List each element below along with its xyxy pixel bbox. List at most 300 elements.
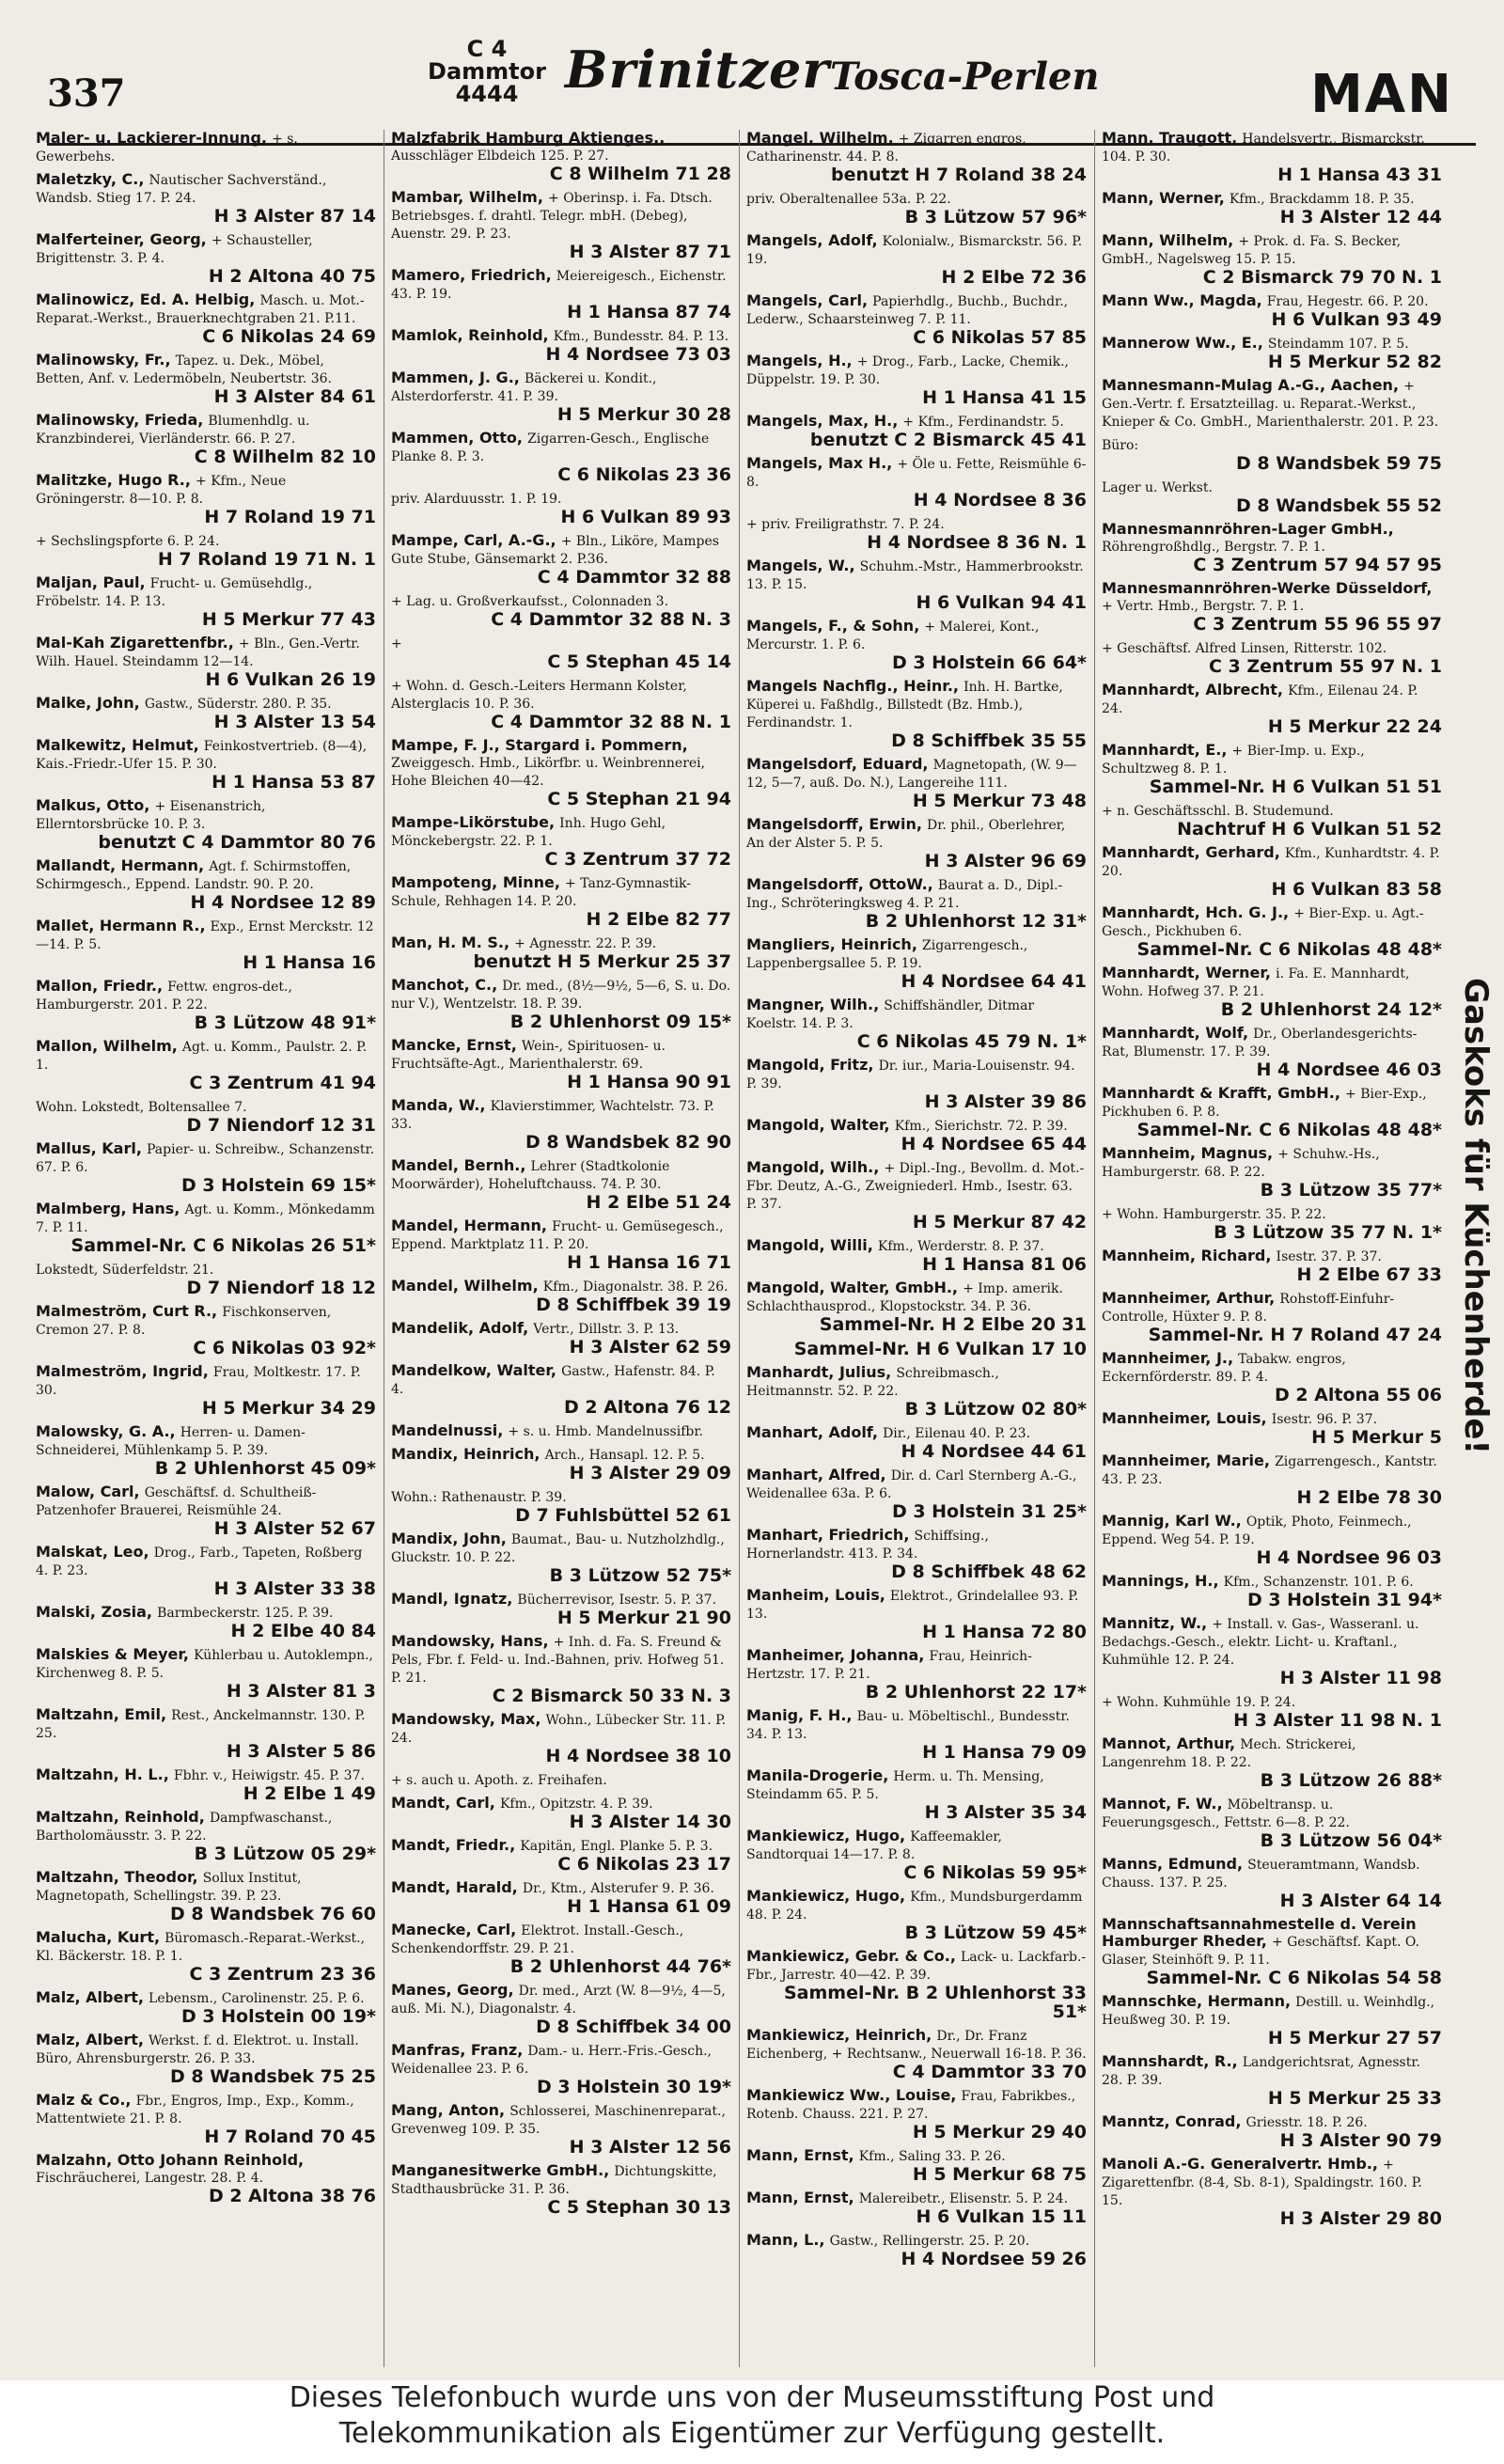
entry-phone: H 2 Elbe 1 49 [243, 1783, 376, 1804]
entry-details: Bäckerei u. Kondit., Alsterdorferstr. 41. P. 39. [391, 371, 657, 404]
column-4 [1102, 130, 1442, 2367]
entry-name: Mandel, Wilhelm, [391, 1277, 539, 1295]
entry-details: Agt. u. Komm., Paulstr. 2. P. 1. [36, 1040, 368, 1073]
entry-details: Drog., Farb., Tapeten, Roßberg 4. P. 23. [36, 1546, 363, 1578]
entry-details: + priv. Freiligrathstr. 7. P. 24. [746, 517, 945, 532]
entry-name: Mannheim, Magnus, [1102, 1144, 1274, 1162]
entry-name: Malinowicz, Ed. A. Helbig, [36, 290, 256, 308]
listing-entry [746, 1340, 1087, 1358]
entry-phone: H 6 Vulkan 83 58 [1271, 879, 1442, 900]
entry-name: Mannheimer, Marie, [1102, 1452, 1270, 1469]
entry-phone: H 6 Vulkan 94 41 [916, 592, 1087, 613]
entry-name: Manoli A.-G. Generalvertr. Hmb., [1102, 2155, 1378, 2173]
entry-details: Fischräucherei, Langestr. 28. P. 4. [36, 2171, 264, 2186]
listing-entry [36, 130, 376, 165]
entry-details: Wein-, Spirituosen- u. Fruchtsäfte-Agt., Marienthalerstr. 69. [391, 1039, 666, 1072]
entry-phone: C 6 Nikolas 45 79 N. 1* [856, 1031, 1087, 1052]
entry-phone: D 3 Holstein 31 25* [891, 1501, 1087, 1522]
entry-name: Mamero, Friedrich, [391, 266, 552, 284]
entry-details: Zigarrengesch., Lappenbergsallee 5. P. 19. [746, 938, 1028, 971]
entry-phone: H 3 Alster 96 69 [924, 851, 1087, 871]
entry-phone: H 3 Alster 12 56 [569, 2137, 731, 2158]
listing-entry [746, 1279, 1087, 1334]
entry-name: Mandel, Bernh., [391, 1156, 526, 1174]
listing-entry [746, 1527, 1087, 1581]
entry-details: Zigarrengesch., Kantstr. 43. P. 23. [1102, 1454, 1437, 1487]
listing-entry [36, 472, 376, 526]
entry-name: Mannesmannröhren-Lager GmbH., [1102, 520, 1394, 538]
entry-phone: Sammel-Nr. C 6 Nikolas 48 48* [1136, 939, 1442, 960]
listing-entry [36, 291, 376, 346]
entry-phone: C 3 Zentrum 55 96 55 97 [1193, 614, 1442, 635]
entry-name: Mangels, Max, H., [746, 412, 899, 430]
entry-name: Mampe-Likörstube, [391, 813, 556, 831]
entry-name: Mankiewicz Ww., Louise, [746, 2086, 957, 2104]
entry-details: Kapitän, Engl. Planke 5. P. 3. [520, 1839, 713, 1854]
listing-entry [391, 1157, 731, 1212]
entry-details: Agt. u. Komm., Mönkedamm 7. P. 11. [36, 1202, 375, 1235]
entry-details: Tabakw. engros, Eckernförderstr. 89. P. 4. [1102, 1352, 1346, 1385]
entry-phone: D 7 Niendorf 18 12 [186, 1278, 376, 1298]
entry-phone: Sammel-Nr. H 7 Roland 47 24 [1148, 1325, 1442, 1345]
entry-phone: B 3 Lützow 57 96* [904, 207, 1087, 228]
entry-name: Mangel, Wilhelm, [746, 130, 894, 147]
entry-details: Kfm., Brackdamm 18. P. 35. [1229, 192, 1415, 207]
entry-phone: H 4 Nordsee 12 89 [190, 892, 376, 913]
listing-entry [1102, 742, 1442, 796]
listing-entry [1102, 2113, 1442, 2150]
entry-details: Feinkostvertrieb. (8—4), Kais.-Friedr.-Ufer 15. P. 30. [36, 739, 368, 772]
entry-details: Kolonialw., Bismarckstr. 56. P. 19. [746, 234, 1083, 267]
entry-details: Masch. u. Mot.-Reparat.-Werkst., Brauerknechtgraben 21. P.11. [36, 293, 365, 326]
entry-name: Malke, John, [36, 694, 140, 712]
entry-phone: H 1 Hansa 41 15 [922, 387, 1087, 408]
entry-details: Schiffshändler, Ditmar Koelstr. 14. P. 3. [746, 998, 1035, 1031]
entry-details: + s. u. Hmb. Mandelnussifbr. [508, 1424, 703, 1439]
entry-details: Sollux Institut, Magnetopath, Schellingstr. 39. P. 23. [36, 1871, 302, 1904]
entry-details: priv. Alarduusstr. 1. P. 19. [391, 492, 562, 507]
entry-details: + Öle u. Fette, Reismühle 6-8. [746, 457, 1087, 490]
entry-phone: H 5 Merkur 34 29 [201, 1398, 376, 1419]
entry-details: i. Fa. E. Mannhardt, Wohn. Hofweg 37. P. 21. [1102, 966, 1410, 999]
entry-phone: H 3 Alster 35 34 [924, 1802, 1087, 1823]
entry-name: Manheimer, Johanna, [746, 1646, 925, 1664]
entry-phone: D 8 Wandsbek 75 25 [170, 2066, 376, 2087]
entry-details: + Imp. amerik. Schlachthausprod., Klopstockstr. 34. P. 36. [746, 1281, 1063, 1314]
entry-phone: Nachtruf H 6 Vulkan 51 52 [1177, 819, 1442, 840]
column-2 [391, 130, 731, 2367]
listing-entry [746, 997, 1087, 1051]
entry-details: Herren- u. Damen-Schneiderei, Mühlenkamp 5. P. 39. [36, 1425, 306, 1458]
entry-phone: C 6 Nikolas 59 95* [903, 1862, 1087, 1883]
entry-details: Griesstr. 18. P. 26. [1246, 2115, 1368, 2130]
entry-details: Dampfwaschanst., Bartholomäusstr. 3. P. 22. [36, 1811, 333, 1844]
listing-entry [746, 130, 1087, 184]
listing-entry [391, 1488, 731, 1525]
listing-entry [391, 1795, 731, 1831]
entry-details: + Wohn. d. Gesch.-Leiters Hermann Kolster, Alsterglacis 10. P. 36. [391, 679, 687, 712]
entry-phone: H 4 Nordsee 38 10 [545, 1746, 731, 1766]
entry-name: Mangels, Carl, [746, 291, 869, 309]
entry-details: Fettw. engros-det., Hamburgerstr. 201. P. 22. [36, 980, 292, 1012]
entry-phone: H 4 Nordsee 65 44 [901, 1134, 1087, 1154]
entry-name: Mannhardt, Albrecht, [1102, 681, 1283, 698]
entry-name: Manhart, Adolf, [746, 1423, 878, 1441]
entry-name: Mann Ww., Magda, [1102, 291, 1262, 309]
entry-details: Frucht- u. Gemüsehdlg., Fröbelstr. 14. P. 13. [36, 576, 313, 609]
entry-details: Wohn., Lübecker Str. 11. P. 24. [391, 1713, 727, 1746]
entry-details: Röhrengroßhdlg., Bergstr. 7. P. 1. [1102, 540, 1325, 555]
entry-details: Dam.- u. Herr.-Fris.-Gesch., Weidenallee 23. P. 6. [391, 2044, 712, 2077]
entry-details: Elektrot., Grindelallee 93. P. 13. [746, 1589, 1079, 1622]
entry-phone: B 3 Lützow 35 77* [1260, 1180, 1442, 1201]
entry-name: Manes, Georg, [391, 1981, 514, 1999]
entry-phone: C 3 Zentrum 41 94 [189, 1073, 376, 1093]
listing-entry [1102, 580, 1442, 634]
listing-entry [36, 1646, 376, 1701]
listing-entry [746, 1117, 1087, 1154]
listing-entry [1102, 965, 1442, 1019]
listing-entry [746, 2189, 1087, 2226]
entry-details: Landgerichtsrat, Agnesstr. 28. P. 39. [1102, 2055, 1420, 2088]
entry-details: Kfm., Eilenau 24. P. 24. [1102, 683, 1418, 716]
entry-name: Mallus, Karl, [36, 1139, 142, 1157]
entry-name: Malski, Zosia, [36, 1603, 152, 1621]
entry-name: Mann, Ernst, [746, 2146, 854, 2164]
entry-name: Mandt, Harald, [391, 1878, 518, 1896]
entry-details: + Vertr. Hmb., Bergstr. 7. P. 1. [1102, 599, 1305, 614]
entry-details: Wohn.: Rathenaustr. P. 39. [391, 1490, 567, 1505]
entry-phone: H 5 Merkur 27 57 [1267, 2028, 1442, 2048]
listing-entry [1102, 1735, 1442, 1790]
entry-phone: D 7 Niendorf 12 31 [186, 1115, 376, 1136]
listing-entry [391, 677, 731, 731]
entry-name: Malferteiner, Georg, [36, 230, 207, 248]
listing-entry [36, 1303, 376, 1358]
listing-entry [36, 857, 376, 912]
entry-name: Mannings, H., [1102, 1572, 1219, 1590]
entry-phone: benutzt C 2 Bismarck 45 41 [809, 430, 1087, 450]
entry-phone: C 5 Stephan 30 13 [547, 2197, 731, 2218]
entry-details: Dr. phil., Oberlehrer, An der Alster 5. P. 5. [746, 818, 1066, 851]
listing-entry [746, 232, 1087, 287]
entry-phone: H 1 Hansa 43 31 [1277, 165, 1442, 185]
entry-phone: H 3 Alster 90 79 [1279, 2130, 1442, 2151]
entry-name: Mannhardt, E., [1102, 741, 1228, 759]
listing-entry [746, 557, 1087, 612]
entry-details: Agt. f. Schirmstoffen, Schirmgesch., Eppend. Landstr. 90. P. 20. [36, 859, 352, 892]
entry-name: Mangold, Wilh., [746, 1158, 880, 1176]
entry-phone: B 3 Lützow 52 75* [549, 1565, 731, 1586]
entry-details: Isestr. 37. P. 37. [1276, 1249, 1382, 1264]
entry-name: Mamlok, Reinhold, [391, 326, 549, 344]
entry-phone: C 3 Zentrum 55 97 N. 1 [1208, 656, 1442, 677]
entry-phone: H 1 Hansa 16 71 [567, 1252, 731, 1273]
listing-entry [1102, 904, 1442, 959]
entry-name: Malitzke, Hugo R., [36, 471, 191, 489]
listing-entry [746, 1767, 1087, 1822]
listing-entry [391, 814, 731, 869]
entry-details: Steueramtmann, Wandsb. Chauss. 137. P. 25. [1102, 1858, 1420, 1891]
entry-phone: B 2 Uhlenhorst 24 12* [1220, 999, 1442, 1020]
listing-entry [391, 2102, 731, 2157]
listing-entry [391, 2162, 731, 2217]
entry-details: + s. Gewerbehs. [36, 132, 298, 165]
entry-name: Man, H. M. S., [391, 934, 510, 951]
entry-details: Kfm., Mundsburgerdamm 48. P. 24. [746, 1890, 1083, 1923]
listing-entry [1102, 844, 1442, 899]
side-advertisement [1457, 978, 1498, 1454]
entry-phone: H 1 Hansa 90 91 [567, 1072, 731, 1092]
listing-entry [391, 130, 731, 183]
entry-name: Mangliers, Heinrich, [746, 935, 917, 953]
entry-details: + Schuhw.-Hs., Hamburgerstr. 68. P. 22. [1102, 1147, 1380, 1180]
entry-name: Manhardt, Julius, [746, 1363, 892, 1381]
entry-phone: Sammel-Nr. H 6 Vulkan 51 51 [1149, 777, 1442, 797]
entry-details: Elektrot. Install.-Gesch., Schenkendorffstr. 29. P. 21. [391, 1923, 684, 1956]
entry-details: Inh. H. Bartke, Küperei u. Faßhdlg., Billstedt (Bz. Hmb.), Ferdinandstr. 1. [746, 680, 1063, 730]
entry-details: + Install. v. Gas-, Wasseranl. u. Bedachgs.-Gesch., elektr. Licht- u. Kraftanl., Kuhmühle 12. P. 24. [1102, 1617, 1419, 1668]
entry-phone: H 6 Vulkan 15 11 [916, 2206, 1087, 2227]
listing-entry [1102, 1452, 1442, 1507]
entry-name: Mannheim, Richard, [1102, 1247, 1272, 1264]
entry-details: + n. Geschäftsschl. B. Studemund. [1102, 804, 1334, 819]
listing-entry [1102, 639, 1442, 676]
entry-details: Möbeltransp. u. Feuerungsgesch., Fettstr. 6—8. P. 22. [1102, 1797, 1350, 1830]
listing-entry [391, 1320, 731, 1357]
entry-phone: H 2 Elbe 82 77 [586, 909, 731, 930]
entry-details: + Zigarren engros, Catharinenstr. 44. P. 8. [746, 132, 1026, 165]
entry-details: + Malerei, Kont., Mercurstr. 1. P. 6. [746, 620, 1040, 652]
entry-details: Klavierstimmer, Wachtelstr. 73. P. 33. [391, 1099, 714, 1132]
entry-details: + s. auch u. Apoth. z. Freihafen. [391, 1773, 607, 1788]
entry-name: Malmeström, Ingrid, [36, 1362, 209, 1380]
listing-entry [1102, 1856, 1442, 1910]
listing-entry [1102, 1410, 1442, 1447]
entry-phone: H 3 Alster 5 86 [226, 1741, 376, 1762]
entry-name: Mandl, Ignatz, [391, 1590, 513, 1608]
listing-entry [36, 2152, 376, 2205]
entry-phone: C 5 Stephan 21 94 [547, 789, 731, 809]
entry-name: Manheim, Louis, [746, 1586, 885, 1604]
entry-phone: H 6 Vulkan 89 93 [560, 507, 731, 527]
entry-name: Mandt, Carl, [391, 1794, 495, 1812]
entry-details: Papierhdlg., Buchb., Buchdr., Lederw., Schaarsteinweg 7. P. 11. [746, 294, 1069, 327]
entry-phone: H 3 Alster 87 71 [569, 242, 731, 262]
listing-entry [746, 1828, 1087, 1882]
listing-entry [1102, 232, 1442, 287]
entry-details: Baumat., Bau- u. Nutzholzhdlg., Gluckstr. 10. P. 22. [391, 1532, 725, 1565]
entry-phone: D 3 Holstein 69 15* [180, 1175, 376, 1196]
column-1 [36, 130, 376, 2367]
listing-entry [36, 1423, 376, 1478]
entry-details: Kfm., Diagonalstr. 38. P. 26. [542, 1279, 728, 1295]
entry-details: Kfm., Saling 33. P. 26. [858, 2149, 1006, 2164]
listing-entry [746, 1159, 1087, 1232]
listing-entry [36, 171, 376, 226]
entry-name: Mannheimer, Louis, [1102, 1409, 1267, 1427]
entry-details: Lager u. Werkst. [1102, 480, 1213, 495]
listing-entry [746, 455, 1087, 510]
listing-entry [391, 369, 731, 424]
entry-phone: H 4 Nordsee 73 03 [545, 344, 731, 365]
entry-details: Vertr., Dillstr. 3. P. 13. [533, 1322, 680, 1337]
side-ad-text: Gaskoks für Küchenherde! [1457, 978, 1495, 1454]
entry-name: Malmeström, Curt R., [36, 1302, 218, 1320]
entry-details: + Wohn. Hamburgerstr. 35. P. 22. [1102, 1207, 1326, 1222]
listing-entry [391, 1982, 731, 2036]
entry-name: Mannhardt, Hch. G. J., [1102, 903, 1290, 921]
listing-entry [746, 190, 1087, 227]
listing-entry [1102, 1693, 1442, 1730]
entry-name: Mannot, Arthur, [1102, 1734, 1236, 1752]
entry-name: Manig, F. H., [746, 1706, 853, 1724]
listing-entry [36, 695, 376, 731]
entry-details: Schlosserei, Maschinenreparat., Grevenweg 109. P. 35. [391, 2104, 726, 2137]
entry-details: Kaffeemakler, Sandtorquai 14—17. P. 8. [746, 1829, 1002, 1862]
entry-details: Schreibmasch., Heitmannstr. 52. P. 22. [746, 1366, 999, 1399]
entry-phone: C 4 Dammtor 33 70 [892, 2062, 1087, 2082]
listing-entry [1102, 1350, 1442, 1405]
listing-entry [36, 1989, 376, 2026]
listing-entry [746, 936, 1087, 991]
entry-phone: H 5 Merkur 5 [1311, 1427, 1442, 1448]
entry-name: Malskies & Meyer, [36, 1645, 189, 1663]
entry-phone: C 6 Nikolas 23 17 [557, 1854, 731, 1875]
entry-phone: D 8 Schiffbek 35 55 [891, 730, 1087, 751]
entry-name: Mannheimer, Arthur, [1102, 1289, 1276, 1307]
entry-name: Malz, Albert, [36, 2031, 144, 2048]
entry-name: Mannesmannröhren-Werke Düsseldorf, [1102, 579, 1433, 597]
entry-phone: B 2 Uhlenhorst 45 09* [154, 1458, 376, 1479]
listing-entry [36, 1544, 376, 1598]
listing-entry [746, 1467, 1087, 1521]
entry-phone: H 1 Hansa 79 09 [922, 1742, 1087, 1763]
entry-phone: H 2 Elbe 72 36 [941, 267, 1087, 288]
entry-phone: H 2 Elbe 67 33 [1296, 1264, 1442, 1285]
listing-columns [36, 130, 1446, 2367]
entry-phone: B 3 Lützow 56 04* [1260, 1830, 1442, 1851]
entry-phone: Sammel-Nr. C 6 Nikolas 26 51* [70, 1235, 376, 1256]
entry-phone: H 3 Alster 52 67 [213, 1518, 376, 1539]
listing-entry [1102, 682, 1442, 736]
entry-name: Mannhardt & Krafft, GmbH., [1102, 1084, 1340, 1102]
entry-details: Dr., Ktm., Alsterufer 9. P. 36. [522, 1881, 714, 1896]
entry-phone: H 3 Alster 62 59 [569, 1337, 731, 1358]
listing-entry [1102, 1916, 1442, 1987]
entry-phone: benutzt H 5 Merkur 25 37 [473, 951, 731, 972]
entry-details: Frucht- u. Gemüsegesch., Eppend. Marktplatz 11. P. 20. [391, 1219, 724, 1252]
entry-phone: B 2 Uhlenhorst 22 17* [865, 1682, 1087, 1703]
entry-details: Dir. d. Carl Sternberg A.-G., Weidenallee 63a. P. 6. [746, 1468, 1077, 1501]
listing-entry [746, 292, 1087, 347]
entry-name: Mandelik, Adolf, [391, 1319, 529, 1337]
entry-phone: Sammel-Nr. H 6 Vulkan 17 10 [793, 1339, 1087, 1359]
entry-phone: C 8 Wilhelm 82 10 [194, 447, 376, 467]
entry-details: + Kfm., Ferdinandstr. 5. [902, 415, 1064, 430]
entry-phone: benutzt H 7 Roland 38 24 [831, 165, 1087, 185]
entry-phone: H 1 Hansa 72 80 [922, 1622, 1087, 1642]
entry-phone: D 2 Altona 76 12 [563, 1397, 731, 1418]
entry-name: Mangold, Fritz, [746, 1056, 874, 1074]
entry-name: Mambar, Wilhelm, [391, 188, 543, 206]
entry-name: Mankiewicz, Gebr. & Co., [746, 1947, 956, 1965]
listing-entry [746, 1364, 1087, 1419]
listing-entry [1102, 1145, 1442, 1200]
entry-phone: H 3 Alster 29 09 [569, 1463, 731, 1483]
entry-phone: B 3 Lützow 26 88* [1260, 1770, 1442, 1791]
entry-name: Malzahn, Otto Johann Reinhold, [36, 2151, 305, 2169]
entry-name: Mannesmann-Mulag A.-G., Aachen, [1102, 376, 1400, 394]
entry-phone: C 3 Zentrum 57 94 57 95 [1193, 555, 1442, 575]
entry-phone: D 8 Wandsbek 59 75 [1236, 453, 1442, 474]
listing-entry [746, 1647, 1087, 1702]
entry-phone: D 8 Wandsbek 55 52 [1236, 495, 1442, 516]
entry-phone: H 2 Elbe 51 24 [586, 1192, 731, 1213]
entry-name: Mannerow Ww., E., [1102, 334, 1263, 352]
entry-phone: H 3 Alster 14 30 [569, 1812, 731, 1832]
footer-notice [0, 2380, 1504, 2464]
entry-details: Magnetopath, (W. 9—12, 5—7, auß. Do. N.), Langereihe 111. [746, 758, 1077, 791]
entry-phone: H 5 Merkur 87 42 [912, 1212, 1087, 1232]
entry-details: Wohn. Lokstedt, Boltensallee 7. [36, 1100, 247, 1115]
entry-phone: B 3 Lützow 59 45* [904, 1923, 1087, 1943]
entry-name: Malz & Co., [36, 2091, 132, 2109]
listing-entry [36, 412, 376, 466]
footer-line-1: Dieses Telefonbuch wurde uns von der Museumsstiftung Post und [289, 2381, 1215, 2414]
entry-details: Büromasch.-Reparat.-Werkst., Kl. Bäckerstr. 18. P. 1. [36, 1931, 366, 1964]
listing-entry [36, 1869, 376, 1923]
entry-details: + Sechslingspforte 6. P. 24. [36, 534, 220, 549]
entry-name: Mannshardt, R., [1102, 2052, 1238, 2070]
listing-entry [36, 2032, 376, 2086]
listing-entry [746, 1587, 1087, 1641]
entry-phone: H 6 Vulkan 93 49 [1271, 309, 1442, 330]
entry-name: Mangold, Willi, [746, 1236, 873, 1254]
entry-phone: H 3 Alster 11 98 N. 1 [1233, 1710, 1442, 1731]
listing-entry [746, 1948, 1087, 2021]
entry-details: Lebensm., Carolinenstr. 25. P. 6. [149, 1991, 365, 2006]
entry-name: Mankiewicz, Heinrich, [746, 2026, 932, 2044]
entry-phone: H 1 Hansa 81 06 [922, 1254, 1087, 1275]
entry-details: Kfm., Kunhardtstr. 4. P. 20. [1102, 846, 1440, 879]
entry-phone: D 2 Altona 55 06 [1274, 1385, 1442, 1405]
entry-name: Mallandt, Hermann, [36, 856, 205, 874]
entry-name: Mandowsky, Max, [391, 1710, 541, 1728]
entry-phone: C 2 Bismarck 50 33 N. 3 [492, 1686, 731, 1706]
listing-entry [1102, 1796, 1442, 1850]
listing-entry [391, 1711, 731, 1766]
entry-details: priv. Oberaltenallee 53a. P. 22. [746, 192, 951, 207]
listing-entry [1102, 292, 1442, 329]
entry-phone: H 5 Merkur 25 33 [1267, 2088, 1442, 2109]
entry-details: Frau, Fabrikbes., Rotenb. Chauss. 221. P. 27. [746, 2089, 1076, 2122]
listing-entry [1102, 2156, 1442, 2228]
entry-phone: C 4 Dammtor 32 88 [537, 567, 731, 588]
entry-name: Mangels, F., & Sohn, [746, 617, 920, 635]
entry-name: Mampe, Carl, A.-G., [391, 531, 556, 549]
entry-details: Werkst. f. d. Elektrot. u. Install. Büro, Ahrensburgerstr. 26. P. 33. [36, 2033, 359, 2066]
listing-entry [1102, 1085, 1442, 1139]
entry-details: Zweiggesch. Hmb., Likörfbr. u. Weinbrennerei, Hohe Bleichen 40—42. [391, 756, 706, 789]
entry-details: Optik, Photo, Feinmech., Eppend. Weg 54. P. 19. [1102, 1514, 1412, 1547]
entry-phone: H 5 Merkur 22 24 [1267, 716, 1442, 737]
entry-phone: Sammel-Nr. B 2 Uhlenhorst 33 51* [784, 1983, 1087, 2022]
entry-details: + Dipl.-Ing., Bevollm. d. Mot.-Fbr. Deutz, A.-G., Zweigniederl. Hmb., Isestr. 63. P. 37. [746, 1161, 1085, 1212]
listing-entry [391, 1837, 731, 1874]
listing-entry [746, 1057, 1087, 1111]
entry-details: + Inh. d. Fa. S. Freund & Pels, Fbr. f. Feld- u. Ind.-Bahnen, priv. Hofweg 51. P. 21. [391, 1635, 725, 1686]
